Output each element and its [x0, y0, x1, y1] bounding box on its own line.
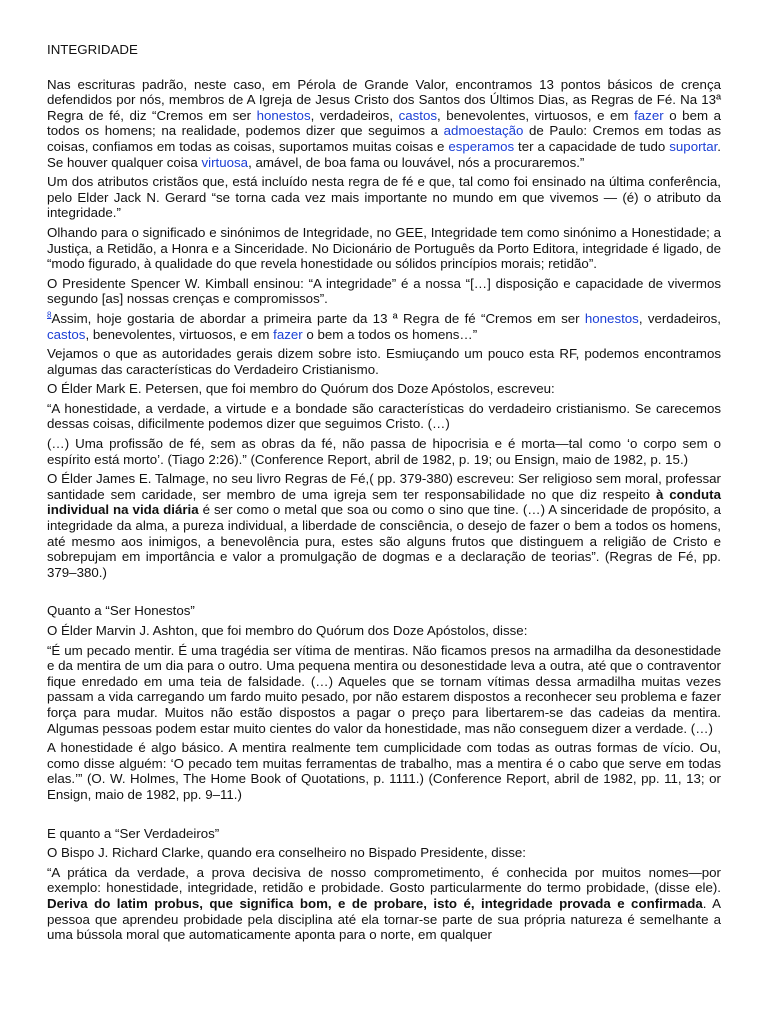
paragraph-kimball: O Presidente Spencer W. Kimball ensinou: “A integridade” é a nossa “[…] disposição e capacidade de vivermos segundo [as] nossas crenças e compromissos”. [47, 275, 721, 307]
link-castos[interactable]: castos [398, 107, 438, 123]
link-fazer-2[interactable]: fazer [273, 326, 303, 342]
footnote-marker[interactable]: 8 [47, 310, 52, 320]
link-castos-2[interactable]: castos [47, 326, 86, 342]
paragraph-talmage: O Élder James E. Talmage, no seu livro Regras de Fé,( pp. 379-380) escreveu: Ser religioso sem moral, professar santidade sem caridade, ser membro de uma igreja sem ter responsabilidade no que diz respeito à conduta individual na vida diária é ser como o metal que soa ou como o sino que tine. (…) A sinceridade de propósito, a integridade da alma, a pureza individual, a liberdade de consciência, o desejo de fazer o bem a todos os homens, até mesmo aos inimigos, a benevolência pura, estes são alguns frutos que distinguem a religião de Cristo e sobrepujam em importância e valor a promulgação de dogmas e a declaração de teorias”. (Regras de Fé, pp. 379–380.) [47, 471, 721, 580]
document-body [47, 42, 721, 947]
quote-petersen-1: “A honestidade, a verdade, a virtude e a bondade são características do verdadeiro cristianismo. Se carecemos dessas coisas, dificilmente podemos dizer que seguimos Cristo. (…) [47, 400, 721, 432]
paragraph-synonyms: Olhando para o significado e sinónimos de Integridade, no GEE, Integridade tem como sinónimo a Honestidade; a Justiça, a Retidão, a Honra e a Sinceridade. No Dicionário de Português da Porto Editora, integridade é ligado, de “modo figurado, à qualidade do que revela honestidade ou sólidos princípios morais; retidão”. [47, 224, 721, 272]
paragraph-ashton-intro: O Élder Marvin J. Ashton, que foi membro do Quórum dos Doze Apóstolos, disse: [47, 623, 528, 638]
paragraph-clarke-intro: O Bispo J. Richard Clarke, quando era conselheiro no Bispado Presidente, disse: [47, 845, 526, 861]
page-title: INTEGRIDADE [47, 42, 138, 57]
quote-ashton-2: A honestidade é algo básico. A mentira realmente tem cumplicidade com todas as outras formas de vício. Ou, como disse alguém: ‘O pecado tem muitas ferramentas de trabalho, mas a mentira é o cabo que serve em todas elas.’” (O. W. Holmes, The Home Book of Quotations, p. 1111.) (Conference Report, abril de 1982, pp. 11, 13; or Ensign, maio de 1982, pp. 9–11.) [47, 740, 721, 802]
section-heading-verdadeiros: E quanto a “Ser Verdadeiros” [47, 825, 220, 841]
link-admoestacao[interactable]: admoestação [443, 123, 524, 139]
paragraph-gerard: Um dos atributos cristãos que, está incluído nesta regra de fé e que, tal como foi ensinado na última conferência, pelo Elder Jack N. Gerard “se torna cada vez mais importante no mundo em que vivemos — (é) o atributo da integridade.” [47, 174, 721, 221]
quote-petersen-2: (…) Uma profissão de fé, sem as obras da fé, não passa de hipocrisia e é morta—tal como ‘o corpo sem o espírito está morto’. (Tiago 2:26).” (Conference Report, abril de 1982, p. 19; ou Ensign, maio de 1982, p. 15.) [47, 436, 721, 467]
link-fazer[interactable]: fazer [634, 107, 664, 123]
paragraph-authorities: Vejamos o que as autoridades gerais dizem sobre isto. Esmiuçando um pouco esta RF, podemos encontramos algumas das características do Verdadeiro Cristianismo. [47, 346, 721, 377]
paragraph-first-part: $^8$Assim, hoje gostaria de abordar a primeira parte da 13 ª Regra de fé “Cremos em ser honestos, verdadeiros, castos, benevolentes, virtuosos, e em fazer o bem a todos os homens…” [47, 310, 721, 342]
quote-clarke: “A prática da verdade, a prova decisiva de nosso comprometimento, é conhecida por muitos nomes—por exemplo: honestidade, integridade, retidão e probidade. Gosto particularmente do termo probidade, (disse ele). Deriva do latim probus, que significa bom, e de probare, isto é, integridade provada e confirmada. A pessoa que aprendeu probidade pela disciplina até ela tornar-se parte de sua própria natureza é semelhante a uma bússola moral que automaticamente aponta para o norte, em qualquer [47, 864, 721, 943]
link-honestos[interactable]: honestos [256, 107, 311, 123]
section-heading-honestos: Quanto a “Ser Honestos” [47, 603, 195, 619]
paragraph-petersen-intro: O Élder Mark E. Petersen, que foi membro do Quórum dos Doze Apóstolos, escreveu: [47, 381, 555, 397]
link-esperamos[interactable]: esperamos [448, 138, 515, 154]
link-suportar[interactable]: suportar [669, 138, 718, 154]
link-honestos-2[interactable]: honestos [584, 310, 639, 326]
paragraph-13th-article: Nas escrituras padrão, neste caso, em Pérola de Grande Valor, encontramos 13 pontos básicos de crença defendidos por nós, membros de A Igreja de Jesus Cristo dos Santos dos Últimos Dias, as Regras de Fé. Na 13ª Regra de fé, diz “Cremos em ser honestos, verdadeiros, castos, benevolentes, virtuosos, e em fazer o bem a todos os homens; na realidade, podemos dizer que seguimos a admoestação de Paulo: Cremos em todas as coisas, confiamos em todas as coisas, suportamos muitas coisas e esperamos ter a capacidade de tudo suportar. Se houver qualquer coisa virtuosa, amável, de boa fama ou louvável, nós a procuraremos.” [47, 76, 722, 170]
quote-ashton-1: “É um pecado mentir. É uma tragédia ser vítima de mentiras. Não ficamos presos na armadilha da desonestidade e da mentira de um dia para o outro. Uma pequena mentira ou desonestidade leva a outra, até que o contraventor fique enredado em uma teia de falsidade. (…) Aqueles que se tornam vítimas dessa armadilha muitas vezes passam a vida carregando um fardo muito pesado, por não estarem dispostos a reconhecer seu problema e fazer força para mudar. Muitos não estão dispostos a pagar o preço para libertarem-se das cadeias da mentira. Algumas pessoas podem estar muito cientes do valor da honestidade, mas não conseguem dizer a verdade. (…) [47, 642, 721, 736]
link-virtuosa[interactable]: virtuosa [201, 154, 249, 170]
